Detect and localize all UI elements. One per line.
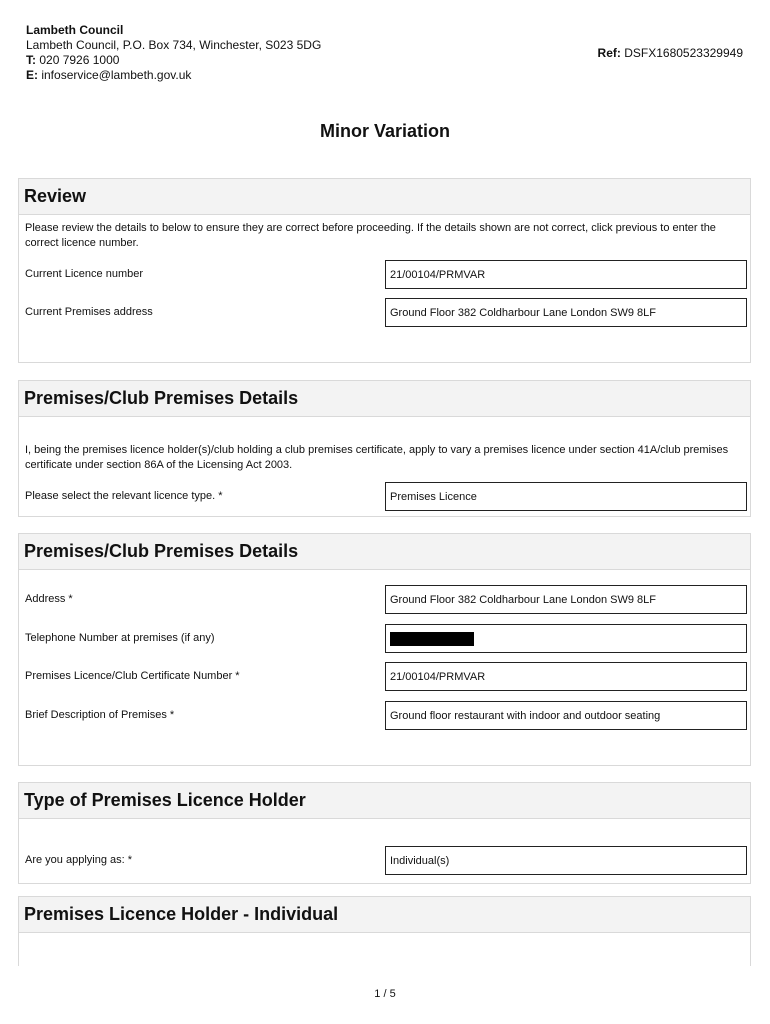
- section-holder-individual: [18, 896, 751, 966]
- redaction-block: [390, 632, 474, 646]
- page-title: Minor Variation: [319, 121, 451, 141]
- licence-type-label: Please select the relevant licence type. *: [25, 490, 223, 502]
- applying-as-label: Are you applying as: *: [25, 854, 133, 866]
- section-premises-club: [18, 380, 751, 517]
- email-label: E:: [26, 68, 38, 82]
- current-address-field[interactable]: Ground Floor 382 Coldharbour Lane London SW9 8LF: [385, 298, 747, 327]
- section-heading: Review: [19, 179, 750, 215]
- section-heading: Type of Premises Licence Holder: [19, 783, 750, 819]
- current-address-label: Current Premises address: [25, 306, 153, 318]
- council-phone: [26, 53, 321, 68]
- council-contact-block: [26, 23, 321, 83]
- council-email: [26, 68, 321, 83]
- premises-club-intro: I, being the premises licence holder(s)/club holding a club premises certificate, apply to vary a premises licence under section 41A/club premises certificate under section 86A of the Licensing Act 2003.: [25, 444, 729, 471]
- description-field[interactable]: Ground floor restaurant with indoor and outdoor seating: [385, 701, 747, 730]
- council-name: Lambeth Council: [26, 23, 124, 37]
- section-heading: Premises/Club Premises Details: [19, 534, 750, 570]
- reference: [598, 46, 743, 60]
- section-premises-details: [18, 533, 751, 766]
- section-review: [18, 178, 751, 363]
- current-licence-label: Current Licence number: [25, 268, 144, 280]
- description-label: Brief Description of Premises *: [25, 709, 175, 721]
- telephone-label: Telephone Number at premises (if any): [25, 632, 215, 644]
- applying-as-field[interactable]: Individual(s): [385, 846, 747, 875]
- address-label: Address *: [25, 593, 73, 605]
- current-licence-field[interactable]: 21/00104/PRMVAR: [385, 260, 747, 289]
- council-address: Lambeth Council, P.O. Box 734, Winchester, S023 5DG: [26, 38, 322, 52]
- page-number: 1 / 5: [374, 988, 396, 1000]
- ref-value: DSFX1680523329949: [624, 46, 743, 60]
- certificate-number-label: Premises Licence/Club Certificate Number *: [25, 670, 240, 682]
- certificate-number-field[interactable]: 21/00104/PRMVAR: [385, 662, 747, 691]
- section-heading: Premises Licence Holder - Individual: [19, 897, 750, 933]
- address-field[interactable]: Ground Floor 382 Coldharbour Lane London SW9 8LF: [385, 585, 747, 614]
- phone-value: 020 7926 1000: [39, 53, 120, 67]
- section-heading: Premises/Club Premises Details: [19, 381, 750, 417]
- licence-type-field[interactable]: Premises Licence: [385, 482, 747, 511]
- review-intro: Please review the details to below to ensure they are correct before proceeding. If the details shown are not correct, click previous to enter the correct licence number.: [25, 222, 716, 249]
- phone-label: T:: [26, 53, 36, 67]
- telephone-field[interactable]: [385, 624, 747, 653]
- section-holder-type: [18, 782, 751, 884]
- email-value: infoservice@lambeth.gov.uk: [41, 68, 192, 82]
- ref-label: Ref:: [597, 46, 621, 60]
